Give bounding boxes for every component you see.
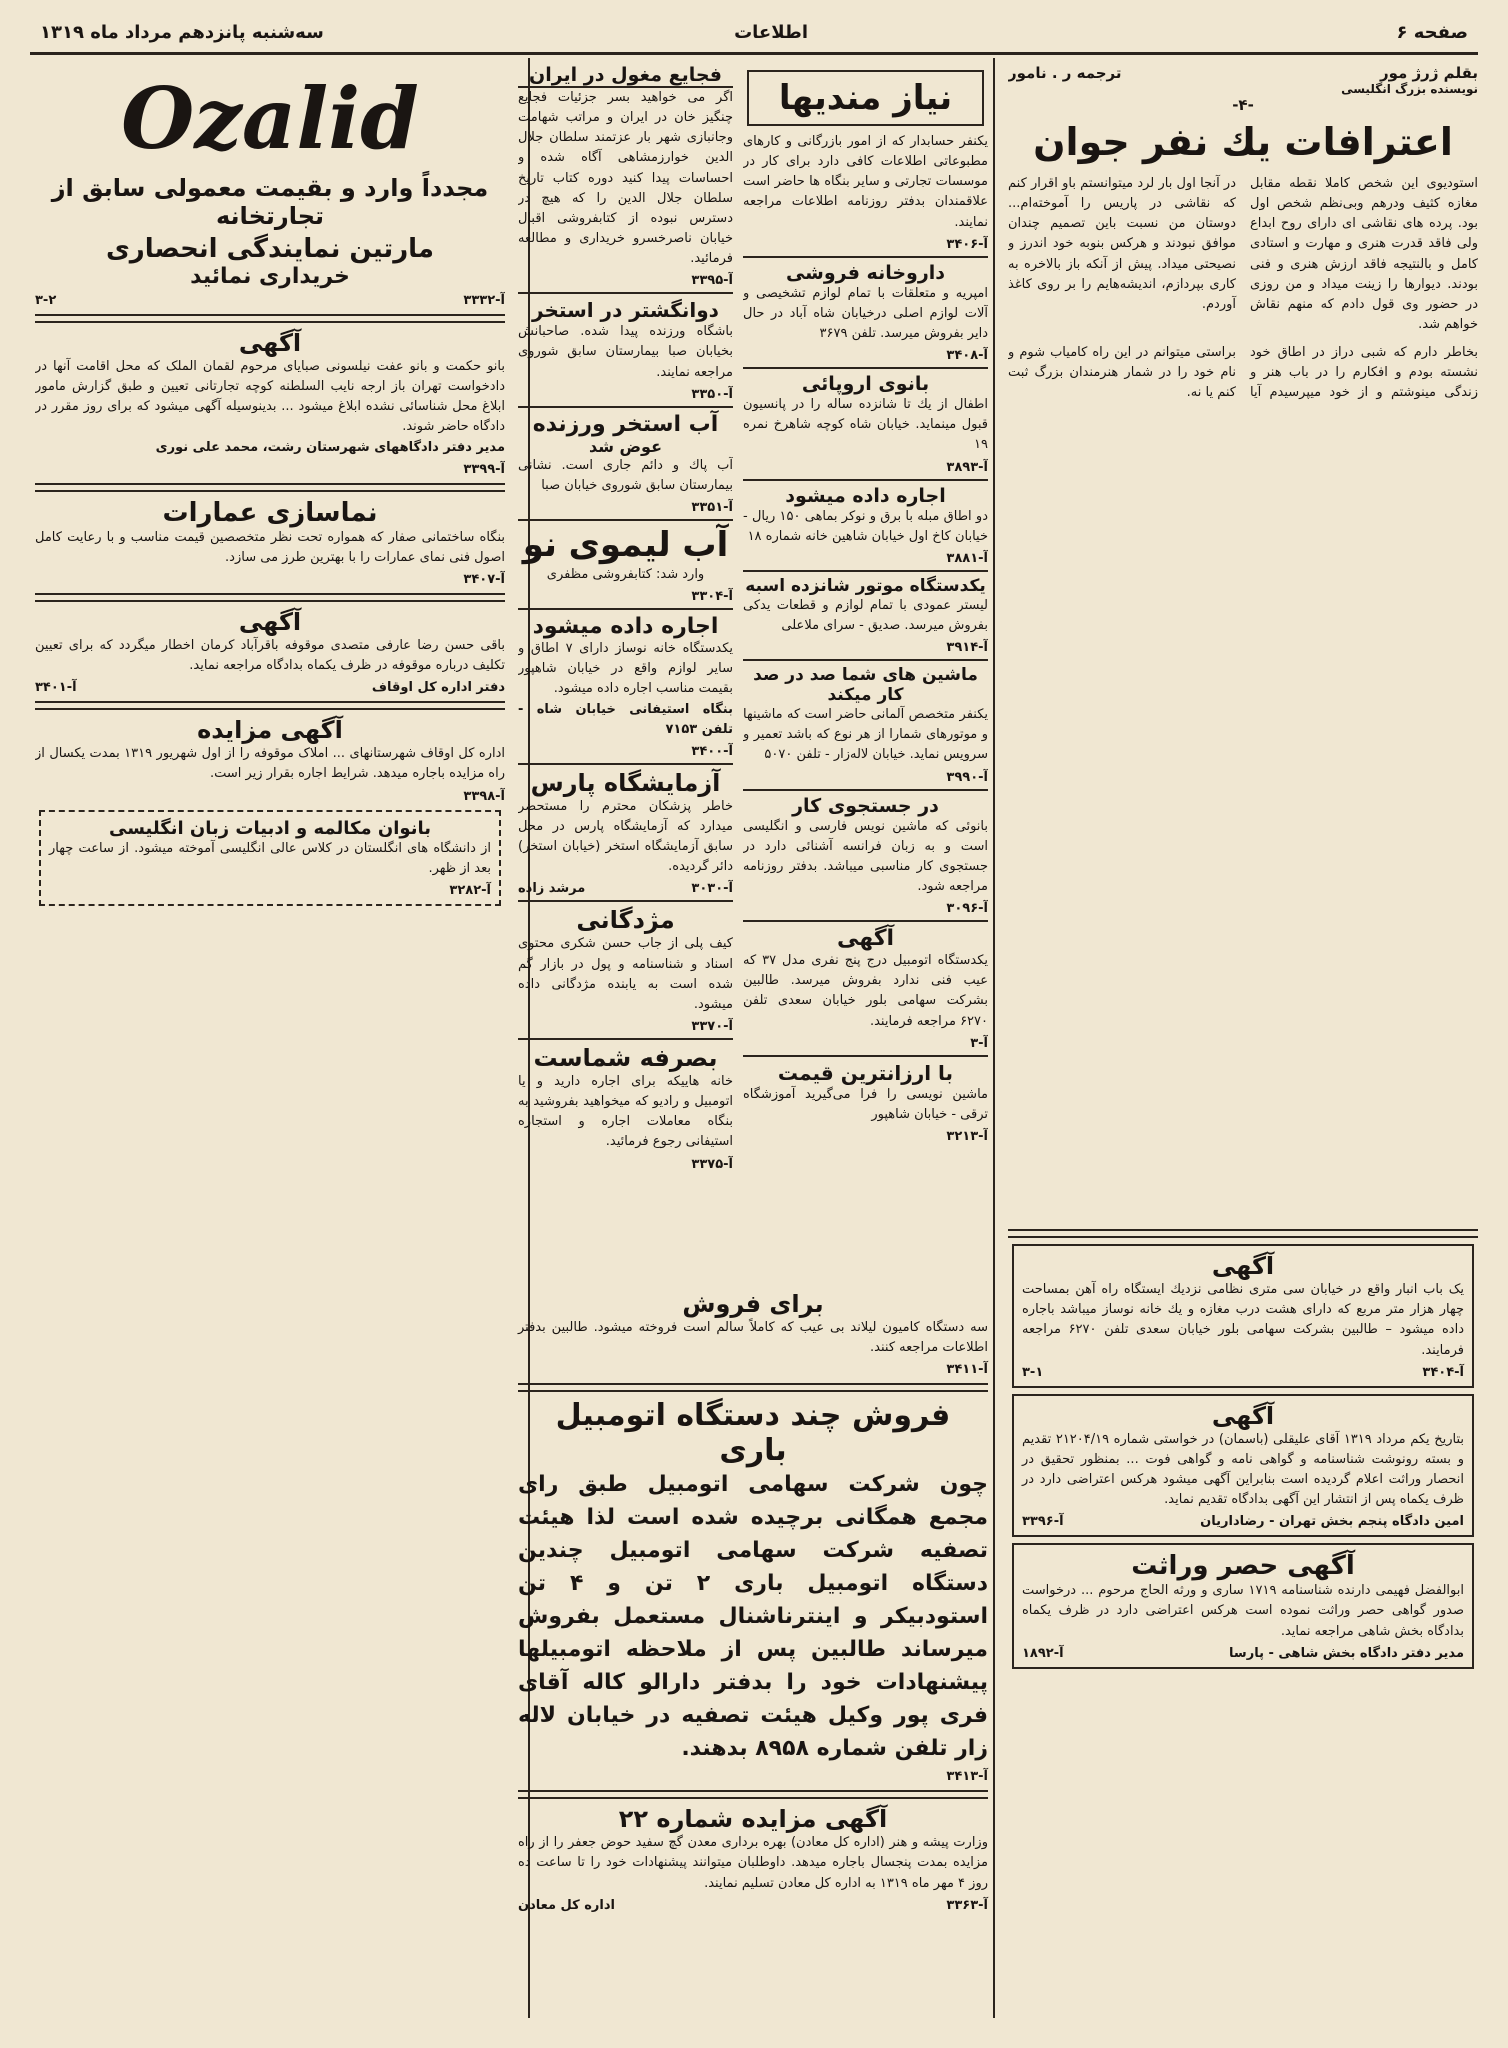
- notice-body: از دانشگاه های انگلستان در کلاس عالی انگلیسی آموخته میشود. از ساعت چهار بعد از ظهر.: [49, 840, 491, 876]
- notice-body: یک باب انبار واقع در خیابان سی متری نظامی نزدیك ایستگاه راه آهن بمساحت چهار هزار متر مربع که دارای هشت درب مغازه و یك خانه نوساز میباشد باجاره داده میشود – طالبین بشرکت سهامی بلور خیابان سعدی تلفن ۶۲۷۰ مراجعه فرمایند.: [1022, 1282, 1464, 1358]
- ozalid-logo: Ozalid: [121, 69, 419, 168]
- big-ad-body: چون شرکت سهامی اتومبیل طبق رای مجمع همگانی برچیده شده است لذا هیئت تصفیه شرکت سهامی اتومبیل چندین دستگاه اتومبیل باری ۲ تن و ۴ تن استودبیکر و اینترناشنال مستعمل بفروش میرساند طالبین پس از ملاحظه اتومبیلها پیشنهادات خود را بدفتر دارالو کاله آقای فری پور وکیل هیئت تصفیه در خیابان لاله زار تلفن شماره ۸۹۵۸ بدهند.: [518, 1472, 989, 1762]
- ad-code: آ-۳۴۰۷: [463, 571, 505, 587]
- ozalid-line: مارتین نمایندگی انحصاری: [105, 234, 435, 264]
- ad-title: آب لیموی نو: [522, 524, 729, 565]
- article-title: اعترافات یك نفر جوان: [1033, 120, 1453, 164]
- column-ads: [518, 64, 733, 1294]
- notice-body: بتاریخ یکم مرداد ۱۳۱۹ آقای علیقلی (باسمان) در خواستی شماره ۲۱۲۰۴/۱۹ تقدیم و بسته رونوشت شناسنامه و گواهی نامه و گواهی فوت ... بمنظور تحقیق در انحصار وراثت اعلام گردیده است بنابراین آگهی میشود هرکس اعتراضی دارد در ظرف یکماه پس از انتشار این آگهی بدادگاه تقدیم نماید.: [1022, 1431, 1464, 1508]
- notice-code: آ-۳۴۰۴: [1422, 1364, 1464, 1380]
- ad-code: آ-۳۴۱۱: [946, 1362, 988, 1378]
- ad-code: آ-۳۸۸۱: [946, 550, 988, 566]
- notice-code: آ-۳۳۹۶: [1022, 1514, 1064, 1530]
- ad-title: اجاره داده میشود: [785, 484, 946, 507]
- ad-code: آ-۳۳۷۰: [691, 1018, 733, 1034]
- ad-title: در جستجوی کار: [792, 794, 939, 817]
- ad-title: بانوی اروپائی: [801, 373, 930, 396]
- sale-body: سه دستگاه کامیون لیلاند بی عیب که کاملاً سالم است فروخته میشود. طالبین بدفتر اطلاعات مراجعه کنند.: [518, 1320, 988, 1356]
- ad-code: آ-۳۳۷۵: [691, 1156, 733, 1172]
- header-rule: [30, 52, 1478, 55]
- ad-code: آ-۳۳۵۰: [691, 386, 733, 402]
- ad-code: آ-۳۳۹۵: [691, 273, 733, 289]
- notice-body: اداره کل اوقاف شهرستانهای ... املاک موقوفه را از اول شهریور ۱۳۱۹ بمدت یکسال از راه مزایده باجاره میدهد. شرایط اجاره بقرار زیر است.: [35, 746, 505, 782]
- notice-body: باقی حسن رضا عارفی متصدی موقوفه باقرآباد کرمان اخطار میگردد که برای تعیین تکلیف درباره موقوفه در ظرف یکماه بدادگاه مراجعه نماید.: [35, 637, 505, 674]
- notice-body: بانو حکمت و بانو عفت نیلسونی صبایای مرحوم لقمان الملک که محل اقامت آنها در دادخواست تهران باز ارجه نایب السلطنه کوچه تجارتانی تعیین و طبق گزارش مامور ابلاغ محل شناسائی نشده ابلاغ میشود ... بدینوسیله آگهی میشود که برای روز مقرر در دادگاه حاضر شوند.: [35, 359, 505, 435]
- warehouse-notice: [1012, 1244, 1474, 1388]
- classified-ad: اطفال از یك تا شانزده ساله را در پانسیون قبول مینماید. خیابان شاه کوچه شاهرخ نمره ۱۹: [743, 397, 988, 453]
- ad-code: آ-۳۴۰۰: [691, 743, 733, 759]
- issue-date: سه‌شنبه پانزدهم مرداد ماه ۱۳۱۹: [40, 22, 324, 43]
- ad-code: آ-۳۰۹۶: [946, 901, 988, 917]
- notice-code: ۳-۱: [1022, 1364, 1044, 1380]
- inheritance-notice: [1012, 1543, 1474, 1668]
- ad-title: ماشین های شما صد در صد کار میکند: [753, 665, 978, 706]
- ad-title: آگهی: [836, 926, 895, 952]
- ad-body: وارد شد: کتابفروشی مظفری: [546, 566, 705, 582]
- ad-code: ۳-۲: [35, 293, 57, 308]
- notice-title: آگهی: [238, 329, 302, 357]
- notice-code: آ-۱۸۹۲: [1022, 1645, 1064, 1661]
- notice-title: بانوان مکالمه و ادبیات زبان انگلیسی: [109, 817, 431, 839]
- column-article: [1008, 64, 1478, 2018]
- ad-code: آ-۳۳۳۲: [463, 293, 505, 308]
- part-number: -۴-: [1232, 96, 1254, 114]
- ad-code: آ-۳۹۹۰: [946, 769, 988, 785]
- ad-title: بصرفه شماست: [533, 1043, 718, 1072]
- ad-code: آ-۳۳۹۸: [463, 788, 505, 804]
- notice-title: آگهی: [1211, 1401, 1275, 1430]
- notice-title: آگهی مزایده: [197, 716, 343, 745]
- ad-title: آزمایشگاه پارس: [530, 768, 721, 797]
- big-ad-title: فروش چند دستگاه اتومبیل باری: [555, 1398, 951, 1469]
- ad-code: آ-۳: [970, 1035, 988, 1051]
- ad-body: خانه هاییکه برای اجاره دارید و یا اتومبیل و رادیو که میخواهید بفروشید به بنگاه معاملات اجاره و استجاره استیفانی رجوع فرمائید.: [518, 1073, 733, 1150]
- auction-body: وزارت پیشه و هنر (اداره کل معادن) بهره برداری معدن گچ سفید حوض جعفر را از راه مزایده بمدت پنجسال باجاره میدهد. داوطلبان میتوانند پیشنهادات خود را تا ساعت ده روز ۴ مهر ماه ۱۳۱۹ به اداره کل معادن تسلیم نمایند.: [518, 1835, 988, 1891]
- classifieds-title: نیاز مندیها: [778, 78, 953, 118]
- notice-title: آگهی حصر وراثت: [1131, 1551, 1355, 1582]
- ad-code: آ-۳۰۳۰: [691, 881, 733, 897]
- notice-signer: مدیر دفتر دادگاه بخش شاهی - پارسا: [1229, 1645, 1464, 1661]
- byline-author: بقلم ژرژ مور: [1380, 64, 1478, 82]
- ad-code: آ-۳۴۱۳: [946, 1769, 988, 1785]
- ad-code: آ-۳۳۶۳: [946, 1897, 988, 1913]
- ad-title: آب استخر ورزنده: [532, 411, 719, 437]
- center-block: [518, 1290, 988, 1913]
- ad-code: آ-۳۴۰۶: [946, 236, 988, 252]
- ad-code: آ-۳۲۱۳: [946, 1128, 988, 1144]
- article-paragraph: در آنجا اول بار لرد میتوانستم باو اقرار کنم که نقاشی در پاریس را آموخته‌ام... دوستان من نسبت باین تصمیم چندان موافق نبودند و هرکس بنوبه خود اندرز و نصیحتی میداد. پیش از آنکه باز بالاخره به کاری بپردازم، اندیشه‌هایم را بر روی کاغذ آوردم.: [1008, 176, 1236, 312]
- notice-signer: امین دادگاه پنجم بخش تهران - رضاداریان: [1200, 1514, 1464, 1530]
- ad-code: آ-۳۴۰۱: [35, 680, 77, 696]
- ad-code: آ-۳۸۹۳: [946, 459, 988, 475]
- article-paragraph: بخاطر دارم که شبی دراز در اطاق خود نشسته بودم و افکارم را در باب هنر و زندگی مینوشتم و از خود میپرسیدم آیا براستی میتوانم در این راه کامیاب شوم و نام خود را در شمار هنرمندان بزرگ ثبت کنم یا نه.: [1008, 345, 1478, 401]
- ad-code: آ-۳۳۵۱: [691, 499, 733, 515]
- ad-title: اجاره داده میشود: [532, 614, 719, 640]
- article-paragraph: استودیوی این شخص کاملا نقطه مقابل مغازه کثیف ودرهم وبی‌نظم شخص اول بود. پرده های نقاشی ای دارای روح ابداع ولی فاقد قدرت هنری و مهارت و استادی کامل و بالنتیجه فاقد ارزش هنری و فنی بودند. دیوارها را زینت میداد و من روزی در حضور وی قول دادم که منهم نقاش خواهم شد.: [1250, 176, 1478, 332]
- ad-title: دوانگشتر در استخر: [532, 298, 719, 323]
- byline-subtitle: نویسنده بزرگ انگلیسی: [1341, 82, 1478, 96]
- classified-ad: دو اطاق مبله با برق و نوکر بماهی ۱۵۰ ریال - خیابان کاخ اول خیابان شاهین خانه شماره ۱۸: [743, 508, 988, 544]
- column-classifieds: [743, 64, 988, 1284]
- column-divider: [993, 58, 995, 2018]
- notice-signer: اداره کل معادن: [518, 1897, 615, 1913]
- ad-title: یکدستگاه موتور شانزده اسبه: [745, 575, 986, 596]
- notice-title: نماسازی عمارات: [162, 497, 378, 528]
- classified-ad: بانوئی که ماشین نویس فارسی و انگلیسی است و به زبان فرانسه آشنائی دارد در جستجوی کار مناسبی میباشد. بدفتر روزنامه مراجعه شود.: [743, 818, 988, 894]
- byline-translator: ترجمه ر . نامور: [1008, 64, 1122, 82]
- ad-body: کیف پلی از جاب حسن شکری محتوی اسناد و شناسنامه و پول در بازار گم شده است به یابنده مژدگانی داده میشود.: [518, 936, 733, 1012]
- notice-body: بنگاه ساختمانی صفار که همواره تحت نظر متخصصین قیمت مناسب و با رعایت کامل اصول فنی نمای عمارات را با بهترین طرز می سازد.: [35, 529, 505, 565]
- column-left: [35, 64, 505, 2018]
- page-number: صفحه ۶: [1396, 22, 1468, 43]
- ad-code: آ-۳۲۸۲: [449, 882, 491, 898]
- ad-name: مرشد زاده: [518, 881, 586, 897]
- notice-signer: دفتر اداره کل اوقاف: [371, 680, 505, 696]
- notice-signer: مدیر دفتر دادگاههای شهرستان رشت، محمد علی نوری: [155, 439, 505, 455]
- ad-place: بنگاه استیفانی خیابان شاه - تلفن ۷۱۵۳: [518, 701, 733, 737]
- ad-code: آ-۳۳۹۹: [463, 461, 505, 477]
- paper-name: اطلاعات: [734, 22, 808, 43]
- auction-title: آگهی مزایده شماره ۲۲: [618, 1805, 888, 1834]
- ad-body: اگر می خواهید بسر جزئیات فجایع چنگیز خان در ایران و مراتب شهامت وجانبازی شهر بار عزتمند سلطان جلال الدین خوارزمشاهی آگاه شده و احساسات پیدا کنید دوره کتاب تاریخ سلطان جلال الدین را که هیچ در دسترس نبوده از کتابفروشی اقبال خیابان ناصرخسرو خریداری و مطالعه فرمائید.: [518, 90, 733, 267]
- ad-title: با ارزانترین قیمت: [777, 1060, 954, 1085]
- classified-ad: امپریه و متعلقات با تمام لوازم تشخیصی و آلات لوازم اصلی درخیابان شاه آباد در حال دایر بفروش میرسد. تلفن ۳۶۷۹: [743, 285, 988, 341]
- ad-body: آب پاك و دائم جاری است. نشانی بیمارستان سابق شوروی خیابان صبا: [518, 457, 733, 493]
- court-notice: [1012, 1394, 1474, 1538]
- classified-ad: یکدستگاه اتومبیل درج پنج نفری مدل ۳۷ که عیب فنی ندارد بفروش میرسد. طالبین بشرکت سهامی بلور خیابان سعدی تلفن ۶۲۷۰ مراجعه فرمایند.: [743, 953, 988, 1029]
- notice-title: آگهی: [1211, 1252, 1275, 1281]
- classified-ad: ماشین نویسی را فرا می‌گیرید آموزشگاه ترقی - خیابان شاهپور: [743, 1086, 988, 1122]
- classified-ad: یکنفر حسابدار که از امور بازرگانی و کارهای مطبوعاتی اطلاعات کافی دارد برای کار در موسسات تجارتی و سایر بنگاه ها حاضر است علاقمندان بدفتر روزنامه اطلاعات مراجعه نمایند.: [743, 134, 988, 230]
- sale-title: برای فروش: [682, 1290, 824, 1318]
- notice-body: ابوالفضل فهیمی دارنده شناسنامه ۱۷۱۹ ساری و ورثه الحاج مرحوم ... درخواست صدور گواهی حصر وراثت نموده است هرکس اعتراضی دارد در ظرف یکماه بدادگاه بخش شاهی مراجعه نماید.: [1022, 1583, 1464, 1639]
- ad-title: فجایع مغول در ایران: [518, 64, 733, 88]
- classified-ad: لیستر عمودی با تمام لوازم و قطعات یدکی بفروش میرسد. صدیق - سرای ملاعلی: [743, 597, 988, 633]
- ad-body: باشگاه ورزنده پیدا شده. صاحبانش بخیابان صبا بیمارستان سابق شوروی مراجعه نمایند.: [518, 324, 733, 380]
- classified-ad: یکنفر متخصص آلمانی حاضر است که ماشینها و موتورهای شمارا از هر نوع که باشد تعمیر و سرویس نماید. خیابان لاله‌زار - تلفن ۵۰۷۰: [743, 707, 988, 763]
- ad-subtitle: عوض شد: [588, 436, 663, 456]
- ad-title: مژدگانی: [576, 906, 675, 935]
- notice-title: آگهی: [238, 607, 302, 636]
- ozalid-line: خریداری نمائید: [190, 264, 350, 289]
- ozalid-line: مجدداً وارد و بقیمت معمولی سابق از تجارتخانه: [51, 174, 489, 230]
- ad-code: آ-۳۴۰۸: [946, 348, 988, 364]
- ad-body: یکدستگاه خانه نوساز دارای ۷ اطاق و سایر لوازم واقع در خیابان شاهپور بقیمت مناسب اجاره داده میشود.: [518, 641, 733, 697]
- ad-body: خاطر پزشکان محترم را مستحضر میدارد که آزمایشگاه پارس در محل سابق آزمایشگاه استخر (خیابان استخر) دائر گردیده.: [518, 798, 733, 875]
- ad-title: داروخانه فروشی: [785, 261, 946, 284]
- ad-code: آ-۳۳۰۴: [691, 589, 733, 605]
- ad-code: آ-۳۹۱۴: [946, 640, 988, 656]
